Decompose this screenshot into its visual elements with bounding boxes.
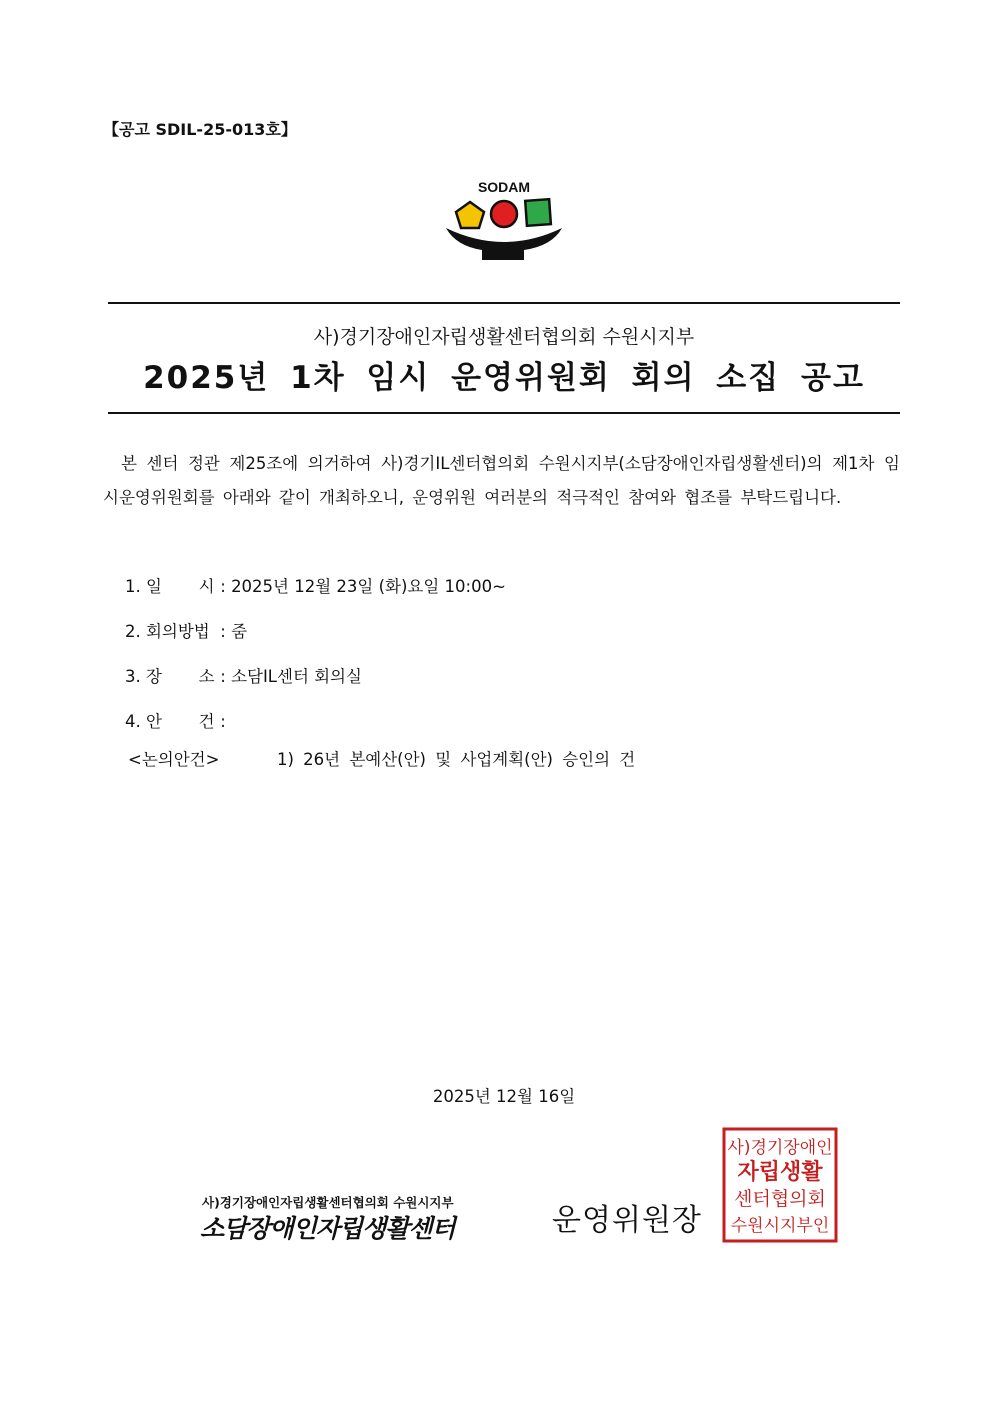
logo-square	[525, 199, 551, 226]
item-date	[125, 573, 506, 597]
item-colon: :	[215, 577, 232, 596]
item-colon: :	[215, 667, 232, 686]
logo-pentagon	[456, 202, 484, 228]
body-paragraph-text: 본 센터 정관 제25조에 의거하여 사)경기IL센터협의회 수원시지부(소담장애인자립생활센터)의 제1차 임시운영위원회를 아래와 같이 개최하오니, 운영위원 여러분의 적극적인 참여와 협조를 부탁드립니다.	[103, 454, 900, 507]
notice-number: 【공고 SDIL-25-013호】	[103, 120, 297, 139]
seal-line-3: 센터협의회	[734, 1188, 826, 1210]
item-value: 소담IL센터 회의실	[231, 667, 362, 686]
sodam-logo	[440, 176, 570, 266]
signature-organization: 사)경기장애인자립생활센터협의회 수원시지부	[202, 1195, 454, 1210]
item-colon: :	[215, 712, 232, 731]
logo-bowl	[446, 228, 562, 260]
item-label: 2. 회의방법	[125, 622, 210, 641]
logo-text: SODAM	[477, 179, 531, 195]
item-place	[125, 663, 362, 687]
body-paragraph	[103, 447, 900, 515]
item-value: 줌	[231, 622, 248, 641]
item-colon: :	[215, 622, 232, 641]
seal-line-2: 자립생활	[737, 1160, 823, 1185]
logo-circle	[491, 201, 517, 227]
signature-title: 운영위원장	[552, 1203, 702, 1238]
item-label: 4. 안 건	[125, 712, 215, 731]
item-method	[125, 618, 247, 642]
agenda-item: 1) 26년 본예산(안) 및 사업계획(안) 승인의 건	[277, 750, 636, 769]
item-label: 1. 일 시	[125, 577, 215, 596]
item-agenda	[125, 708, 231, 732]
issue-date: 2025년 12월 16일	[432, 1087, 576, 1106]
header-top-rule	[108, 302, 900, 304]
signature-center-name: 소담장애인자립생활센터	[200, 1214, 455, 1243]
header-bottom-rule	[108, 412, 900, 414]
official-seal	[722, 1127, 838, 1243]
item-value: 2025년 12월 23일 (화)요일 10:00~	[231, 577, 506, 596]
header-organization: 사)경기장애인자립생활센터협의회 수원시지부	[313, 326, 695, 348]
item-label: 3. 장 소	[125, 667, 215, 686]
seal-line-4: 수원시지부인	[730, 1216, 830, 1236]
document-title: 2025년 1차 임시 운영위원회 회의 소집 공고	[143, 360, 865, 396]
agenda-label: <논의안건>	[128, 750, 220, 769]
seal-line-1: 사)경기장애인	[727, 1138, 833, 1158]
